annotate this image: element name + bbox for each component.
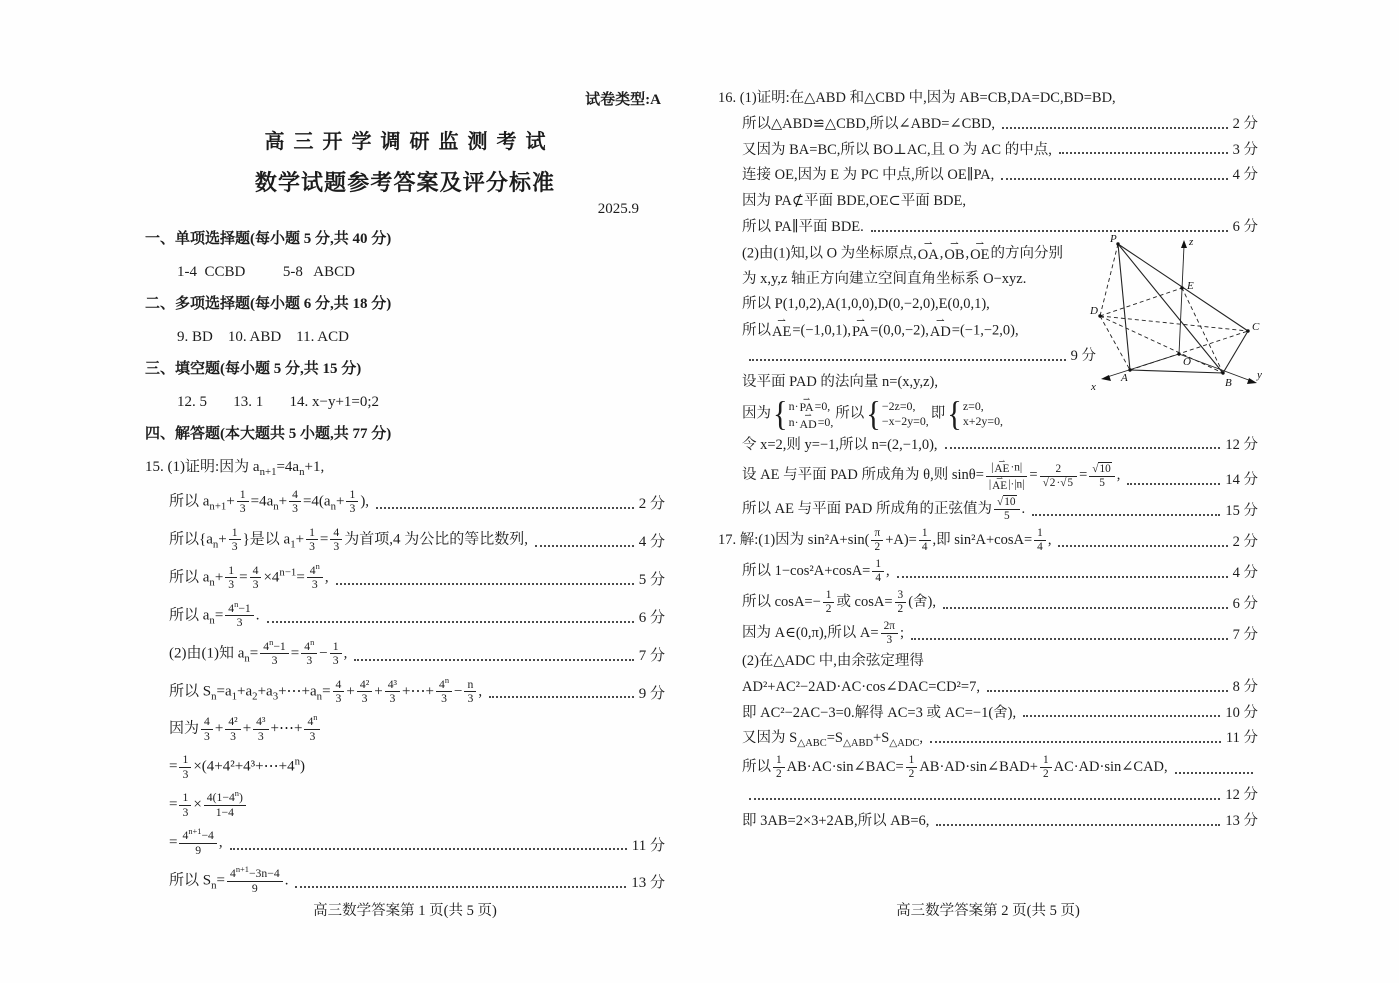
dotted-leader (943, 607, 1228, 609)
dotted-leader (1001, 178, 1227, 180)
line-text: 所以 1−cos²A+cosA= $\frac{1}{4}$ , (742, 558, 890, 585)
fraction: $\frac{1}{3}$ (237, 488, 249, 516)
score-label: 4 分 (1232, 167, 1258, 184)
figure-labels (1089, 233, 1262, 393)
fraction: $\frac{1}{4}$ (872, 558, 884, 585)
answer-line (145, 864, 665, 895)
fraction: $\frac{1}{3}$ (225, 564, 237, 592)
line-text: 所以 P(1,0,2),A(1,0,0),D(0,−2,0),E(0,0,1), (742, 296, 990, 313)
dotted-leader (749, 359, 1066, 361)
fraction: $\frac{4^n}{3}$ (307, 564, 323, 592)
answer-line (145, 228, 665, 251)
vector-overline: ⇀ AD (800, 414, 817, 430)
answer-line (145, 326, 665, 349)
answer-line (145, 293, 665, 316)
page-2-answer-lines (718, 88, 1258, 833)
figure-label-x: x (1091, 381, 1096, 393)
vector-overline: ⇀ OA (918, 243, 939, 263)
exam-title: 高三开学调研监测考试 (264, 131, 555, 153)
figure-label-b: B (1225, 377, 1232, 389)
vector-overline: ⇀ AE (994, 460, 1009, 475)
dotted-leader (489, 696, 634, 698)
answer-line (718, 811, 1258, 833)
fraction: $\frac{√10}{5}$ (994, 496, 1020, 523)
score-label: 9 分 (638, 685, 665, 702)
fraction: $\frac{3}{2}$ (895, 589, 907, 616)
answer-line (145, 674, 665, 706)
line-text: 一、单项选择题(每小题 5 分,共 40 分) (145, 231, 392, 247)
line-text: 所以 $S_n=a_1+a_2+a_3+\cdots+a_n=$ $\frac{4}{3}$ + $\frac{\text{4²}}{3}$ + $\frac{\text{4³}}{3}$ +⋯+ $\frac{4^n}{3}$ − $\frac{n}{3}$ , (169, 674, 483, 705)
answer-line (145, 712, 665, 743)
score-label: 14 分 (1225, 472, 1258, 489)
exam-date: 2025.9 (597, 201, 639, 217)
answer-line (145, 598, 665, 630)
line-text: 9. BD 10. ABD 11. ACD (177, 328, 349, 345)
figure-label-c: C (1252, 321, 1260, 333)
fraction: $\frac{2\pi}{3}$ (881, 620, 898, 647)
fraction: $\frac{1}{4}$ (919, 527, 931, 554)
dotted-leader (749, 798, 1220, 800)
dotted-leader (1002, 127, 1228, 129)
answer-line (718, 243, 1096, 265)
dotted-leader (911, 638, 1228, 640)
fraction: $\frac{1}{2}$ (773, 754, 785, 781)
line-text: = $\frac{1}{3}$ $\times(4+4^2+4^3+\cdots+4^n)$ (169, 753, 306, 781)
fraction: $\frac{1}{2}$ (823, 589, 835, 616)
figure-label-y: y (1257, 369, 1262, 381)
line-text: = $\frac{1}{3}$ × $\frac{4(1-4^n)}{1-4}$ (169, 791, 248, 819)
dotted-leader (936, 824, 1220, 826)
answer-line (145, 560, 665, 592)
answer-line (718, 140, 1258, 162)
answer-line (718, 269, 1096, 291)
line-text: 为 x,y,z 轴正方向建立空间直角坐标系 O−xyz. (742, 270, 1027, 287)
dotted-leader (267, 621, 634, 623)
answer-line (145, 636, 665, 668)
vector-overline: ⇀ OB (944, 243, 964, 263)
answer-line (718, 435, 1258, 457)
line-text: 1-4 CCBD 5-8 ABCD (177, 263, 355, 280)
fraction: $\frac{4^{n+1}-3n-4}{9}$ (227, 867, 283, 895)
score-label: 13 分 (631, 875, 665, 892)
page-2 (718, 88, 1262, 920)
figure-label-p: P (1110, 233, 1117, 245)
dotted-leader (1059, 152, 1228, 154)
equation-system: { z=0, x+2y=0, (947, 393, 1003, 433)
line-text: 因为 { n·⇀ PA=0, n·⇀ AD=0, 所以 { −2z=0, −x−2y=0, 即 { z=0, x+2y=0, (742, 398, 1005, 431)
exam-type-label: 试卷类型:A (585, 92, 661, 108)
line-text: 所以 $S_n=$ $\frac{4^{n+1}-3n-4}{9}$ . (169, 864, 289, 895)
answer-line (718, 589, 1258, 616)
dotted-leader (930, 741, 1221, 743)
fraction: $\frac{4}{3}$ (250, 564, 262, 592)
fraction: $\frac{√10}{5}$ (1089, 463, 1115, 490)
score-label: 5 分 (638, 572, 665, 589)
dotted-leader (897, 576, 1228, 578)
answer-line (718, 785, 1258, 807)
score-label: 4 分 (638, 534, 665, 551)
line-text: 所以△ABD≌△CBD,所以∠ABD=∠CBD, (742, 115, 996, 132)
score-label: 11 分 (1225, 730, 1258, 747)
line-text: 三、填空题(每小题 5 分,共 15 分) (145, 361, 362, 377)
fraction: $\frac{1}{4}$ (1034, 527, 1046, 554)
fraction: $\frac{4(1-4^n)}{1-4}$ (204, 791, 246, 819)
score-label: 10 分 (1225, 704, 1258, 721)
fraction: $\frac{4}{3}$ (330, 526, 342, 554)
fraction: $\frac{4^{n+1}-4}{9}$ (179, 829, 216, 857)
score-label: 2 分 (638, 496, 665, 513)
line-text: 设平面 PAD 的法向量 n=(x,y,z), (742, 374, 939, 391)
equation-system: { n·⇀ PA=0, n·⇀ AD=0, (773, 398, 833, 431)
answer-line (145, 456, 665, 479)
fraction: $\frac{\text{4³}}{3}$ (385, 678, 400, 706)
figure-label-o: O (1183, 356, 1191, 368)
line-text: = $\frac{4^{n+1}-4}{9}$ , (169, 826, 223, 857)
figure-label-e: E (1187, 280, 1194, 292)
dotted-leader (987, 690, 1228, 692)
fraction: $\frac{4^n}{3}$ (436, 678, 452, 706)
figure-label-a: A (1121, 372, 1128, 384)
figure-label-z: z (1189, 236, 1194, 248)
answer-line (718, 677, 1258, 699)
dotted-leader (535, 545, 634, 547)
line-text: 所以 AE 与平面 PAD 所成角的正弦值为 $\frac{√10}{5}$ . (742, 496, 1026, 523)
score-label: 6 分 (638, 610, 665, 627)
dotted-leader (1023, 715, 1220, 717)
fraction: $\frac{1}{2}$ (1040, 754, 1052, 781)
line-text: 即 3AB=2×3+2AB,所以 AB=6, (742, 812, 930, 829)
line-text: 因为 A∈(0,π),所以 A= $\frac{2\pi}{3}$ ; (742, 620, 904, 647)
square-root: √5 (1060, 476, 1074, 489)
fraction: $\frac{1}{3}$ (179, 791, 191, 819)
answer-line (718, 346, 1096, 368)
answer-line (145, 391, 665, 414)
page-1-footer: 高三数学答案第 1 页(共 5 页) (313, 903, 497, 919)
answer-line (145, 526, 665, 554)
fraction: $\frac{4^n}{3}$ (304, 715, 320, 743)
dotted-leader (376, 507, 634, 509)
line-text: 即 AC²−2AC−3=0.解得 AC=3 或 AC=−1(舍), (742, 704, 1017, 721)
vector-overline: ⇀ OE (970, 243, 989, 263)
dotted-leader (1127, 483, 1220, 485)
line-text: 因为 PA⊄平面 BDE,OE⊂平面 BDE, (742, 193, 966, 209)
answer-line (145, 358, 665, 381)
solid-geometry-figure (1088, 230, 1266, 398)
answer-line (718, 728, 1258, 750)
line-text: 设 AE 与平面 PAD 所成角为 θ,则 sinθ= $\frac{|⇀ AE\cdot n|}{|⇀ AE|\cdot|n|}$ = $\frac{2}{√2\cdot√5}$ = $\frac{√10}{5}$ , (742, 460, 1120, 492)
line-text: 所以 $\frac{1}{2}$ AB·AC·sin∠BAC= $\frac{1}{2}$ AB·AD·sin∠BAD+ $\frac{1}{2}$ AC·AD·sin∠CAD, (742, 754, 1168, 781)
answer-line (145, 826, 665, 857)
score-label: 3 分 (1232, 141, 1258, 158)
dotted-leader (295, 886, 626, 888)
fraction: $\frac{4^n-1}{3}$ (260, 640, 288, 668)
score-label: 6 分 (1232, 218, 1258, 235)
line-text: (2)由(1)知,以 O 为坐标原点,⇀ OA,⇀ OB,⇀ OE的方向分别 (742, 243, 1063, 265)
dotted-leader (354, 659, 633, 661)
line-text: 因为 $\frac{4}{3}$ + $\frac{\text{4²}}{3}$ + $\frac{\text{4³}}{3}$ +⋯+ $\frac{4^n}{3}$ (169, 715, 322, 743)
equation-system: { −2z=0, −x−2y=0, (866, 393, 929, 433)
fraction: $\frac{4}{3}$ (201, 715, 213, 743)
fraction: $\frac{4}{3}$ (333, 678, 345, 706)
vector-overline: ⇀ PA (800, 398, 814, 414)
answer-line (718, 527, 1258, 554)
figure-label-d: D (1090, 305, 1098, 317)
line-text: 16. (1)证明:在△ABD 和△CBD 中,因为 AB=CB,DA=DC,BD=BD, (718, 90, 1116, 106)
line-text: 连接 OE,因为 E 为 PC 中点,所以 OE∥PA, (742, 167, 995, 184)
line-text: 又因为 $S_{\triangle ABC}=S_{\triangle ABD}+S_{\triangle ADC}$, (742, 730, 923, 750)
score-label: 7 分 (1232, 627, 1258, 644)
page-2-footer: 高三数学答案第 2 页(共 5 页) (896, 903, 1080, 919)
dotted-leader (1175, 772, 1253, 774)
answer-line (718, 703, 1258, 725)
vector-overline: ⇀ AE (772, 320, 791, 340)
fraction: $\frac{\pi}{2}$ (871, 527, 883, 554)
score-label: 13 分 (1225, 812, 1258, 829)
answer-line (718, 320, 1096, 342)
fraction: $\frac{\text{4²}}{3}$ (357, 678, 372, 706)
answer-line (145, 423, 665, 446)
score-label: 2 分 (1232, 115, 1258, 132)
line-text: 所以⇀ AE=(−1,0,1),⇀ PA=(0,0,−2),⇀ AD=(−1,−2,0), (742, 320, 1019, 342)
answers-title: 数学试题参考答案及评分标准 (254, 170, 556, 195)
page-1-answer-lines (145, 228, 665, 895)
square-root: √10 (997, 496, 1016, 509)
answer-line (718, 191, 1258, 213)
line-text: 所以 $a_n=$ $\frac{4^n-1}{3}$ . (169, 598, 260, 630)
answer-line (718, 651, 1258, 673)
dotted-leader (1058, 545, 1227, 547)
line-text: 12. 5 13. 1 14. x−y+1=0;2 (177, 393, 380, 410)
answer-line (718, 558, 1258, 585)
fraction: $\frac{|⇀ AE\cdot n|}{|⇀ AE|\cdot|n|}$ (986, 460, 1028, 492)
answer-line (718, 460, 1258, 492)
page-1 (145, 88, 665, 920)
score-label: 6 分 (1232, 596, 1258, 613)
square-root: √2 (1042, 476, 1056, 489)
line-text: AD²+AC²−2AD·AC·cos∠DAC=CD²=7, (742, 678, 980, 695)
answer-line (145, 488, 665, 516)
line-text: 15. (1)证明:因为 $a_{n+1}=4a_n+1$, (145, 458, 325, 478)
line-text: 所以 $a_{n+1}+$ $\frac{1}{3}$ $=4a_n+$ $\frac{4}{3}$ $=4(a_n+$ $\frac{1}{3}$ ), (169, 488, 370, 516)
answer-line (718, 372, 1096, 394)
vector-overline: ⇀ PA (852, 320, 869, 340)
fraction: $\frac{1}{3}$ (229, 526, 241, 554)
score-label: 12 分 (1225, 436, 1258, 453)
score-label: 11 分 (631, 837, 665, 854)
answer-line (718, 496, 1258, 523)
score-label: 15 分 (1225, 503, 1258, 520)
answer-line (718, 294, 1096, 316)
dotted-leader (230, 848, 627, 850)
answer-line (145, 753, 665, 781)
fraction: $\frac{\text{4²}}{3}$ (225, 715, 240, 743)
line-text: 又因为 BA=BC,所以 BO⊥AC,且 O 为 AC 的中点, (742, 141, 1052, 158)
score-label: 2 分 (1232, 534, 1258, 551)
score-label: 4 分 (1232, 565, 1258, 582)
vector-overline: ⇀ AE (992, 477, 1007, 492)
fraction: $\frac{1}{3}$ (330, 640, 342, 668)
line-text: 二、多项选择题(每小题 6 分,共 18 分) (145, 296, 392, 312)
line-text: 令 x=2,则 y=−1,所以 n=(2,−1,0), (742, 436, 938, 453)
square-root: √10 (1092, 462, 1111, 475)
fraction: $\frac{n}{3}$ (464, 678, 476, 706)
score-label: 7 分 (638, 648, 665, 665)
fraction: $\frac{1}{3}$ (306, 526, 318, 554)
line-text: 所以 cosA=− $\frac{1}{2}$ 或 cosA= $\frac{3}{2}$ (舍), (742, 589, 936, 616)
fraction: $\frac{1}{3}$ (179, 753, 191, 781)
vector-overline: ⇀ AD (930, 320, 951, 340)
line-text: 所以{$a_n+$ $\frac{1}{3}$ }是以 $a_1+$ $\frac{1}{3}$ = $\frac{4}{3}$ 为首项,4 为公比的等比数列, (169, 525, 528, 554)
score-label: 12 分 (1225, 787, 1258, 804)
answer-line (718, 620, 1258, 647)
fraction: $\frac{4^n-1}{3}$ (225, 602, 253, 630)
line-text: (2)在△ADC 中,由余弦定理得 (742, 653, 924, 670)
dotted-leader (336, 583, 634, 585)
dotted-leader (945, 447, 1221, 449)
line-text: 17. 解:(1)因为 sin²A+sin( $\frac{\pi}{2}$ +A)= $\frac{1}{4}$ ,即 sin²A+cosA= $\frac{1}{4}$ , (718, 527, 1052, 554)
line-text: 四、解答题(本大题共 5 小题,共 77 分) (145, 426, 392, 442)
line-text: (2)由(1)知 $a_n=$ $\frac{4^n-1}{3}$ = $\frac{4^n}{3}$ − $\frac{1}{3}$ , (169, 636, 348, 668)
answer-line (718, 754, 1258, 781)
fraction: $\frac{1}{2}$ (906, 754, 918, 781)
score-label: 9 分 (1070, 348, 1096, 365)
answer-line (718, 393, 1096, 433)
dotted-leader (1032, 514, 1220, 516)
fraction: $\frac{1}{3}$ (346, 488, 358, 516)
fraction: $\frac{2}{√2\cdot√5}$ (1040, 463, 1077, 490)
fraction: $\frac{4^n}{3}$ (301, 640, 317, 668)
answer-line (718, 165, 1258, 187)
line-text: 所以 $a_n+$ $\frac{1}{3}$ = $\frac{4}{3}$ $\times 4^{n-1}=$ $\frac{4^n}{3}$ , (169, 560, 329, 592)
fraction: $\frac{\text{4³}}{3}$ (253, 715, 268, 743)
figure-hidden-edges (1100, 244, 1248, 373)
line-text: 所以 PA∥平面 BDE. (742, 218, 864, 235)
score-label: 8 分 (1232, 678, 1258, 695)
answer-line (718, 114, 1258, 136)
answer-line (145, 788, 665, 819)
fraction: $\frac{4}{3}$ (289, 488, 301, 516)
answer-line (718, 88, 1258, 110)
answer-line (145, 261, 665, 284)
